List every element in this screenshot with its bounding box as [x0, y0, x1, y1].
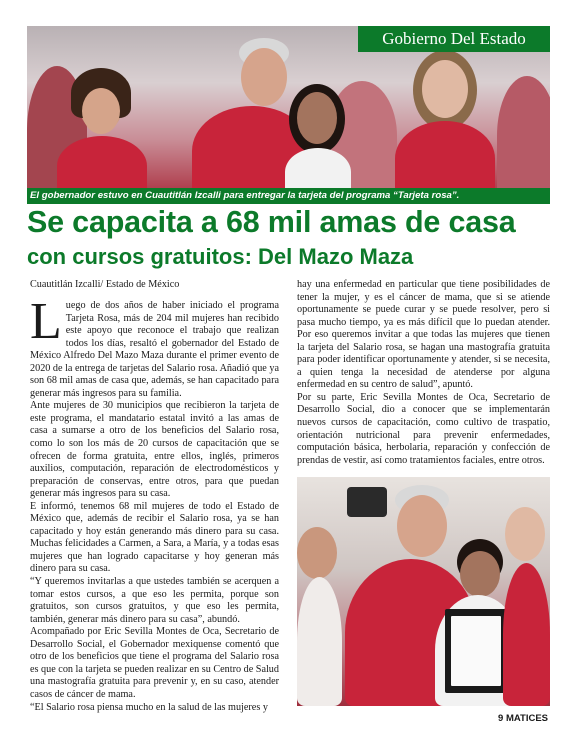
person-face	[82, 88, 120, 134]
article-paragraph: Ante mujeres de 30 municipios que recibieron la tarjeta de este programa, el mandatario estatal invitó a las amas de casa a sumarse a otro de los beneficios del Salario rosa, como lo son los más de 20 cursos de capacitación que se ofrecen de forma gratuita, entre ellos, inglés, primeros auxilios, computación, reparación de electrodomésticos y preparación de conservas, entre otros, para que puedan generar más ingresos para su casa.	[30, 400, 279, 500]
person-face	[297, 92, 337, 144]
bottom-photo	[297, 477, 550, 706]
headline-line-1: Se capacita a 68 mil amas de casa	[27, 205, 516, 239]
article-paragraph	[30, 293, 279, 400]
red-vest	[503, 563, 550, 706]
article-paragraph: “El Salario rosa piensa mucho en la salud de las mujeres y	[30, 701, 268, 713]
red-vest	[57, 136, 147, 188]
article-paragraph: “Y queremos invitarlas a que ustedes también se acerquen a tomar estos cursos, a que eso les permita, porque son gratuitos, son cursos gratuitos, y que eso les permita, también, generar más dinero para su casa”, abundó.	[30, 576, 279, 625]
person-face	[505, 507, 545, 561]
crowd-figure	[497, 76, 550, 188]
white-shirt	[285, 148, 351, 188]
person-face	[397, 495, 447, 557]
section-tag: Gobierno Del Estado	[358, 26, 550, 52]
red-vest	[395, 121, 495, 188]
top-photo	[27, 26, 550, 188]
article-paragraph: Por su parte, Eric Sevilla Montes de Oca, Secretario de Desarrollo Social, dio a conocer que se implementarán nuevos cursos de capacitación, como cultivo de traspatio, orientación nutricional para prevenir enfermedades, computación básica, herbolaria, reparación y confección de prendas de vestir, así como tratamientos faciales, entre otros.	[297, 391, 550, 466]
person-face	[297, 527, 337, 579]
page-footer: 9 MATICES	[498, 713, 548, 724]
article-paragraph: Acompañado por Eric Sevilla Montes de Oca, Secretario de Desarrollo Social, el Gobernador mexiquense comentó que otro de los beneficios que tiene el programa del Salario rosa es que con la tarjeta se pueden realizar en su Centro de Salud una mastografía gratuita para prevenir y, en su caso, atender casos de cáncer de mama.	[30, 626, 279, 700]
article-paragraph: hay una enfermedad en particular que tiene posibilidades de tener la mujer, y es el cáncer de mama, que si se atiende oportunamente se puede curar y se puede resolver, pero si pasa mucho tiempo, ya es más difícil que lo puedan atender. Por eso queremos invitar a que todas las mujeres que tienen la tarjeta del Salario rosa, se hagan una mastografía gratuita para poder identificar oportunamente y atender, si se necesita, a quien tenga la necesidad de atenderse por alguna enfermedad en su centro de salud”, apuntó.	[297, 279, 550, 391]
crowd-figure	[297, 577, 342, 706]
person-face	[460, 551, 500, 597]
article-paragraph: E informó, tenemos 68 mil mujeres de todo el Estado de México que, además de recibir el Salario rosa, ya se han capacitado y hoy están generando más dinero para su casa. Muchas felicidades a Carmen, a Sara, a María, y a todas esas mujeres que han logrado capacitarse y hoy generan más dinero para su casa.	[30, 500, 279, 575]
certificate-paper	[451, 616, 501, 686]
photo-caption: El gobernador estuvo en Cuautitlán Izcalli para entregar la tarjeta del programa “Tarjeta rosa”.	[27, 188, 550, 204]
headline-line-2: con cursos gratuitos: Del Mazo Maza	[27, 244, 414, 269]
person-face	[241, 48, 287, 106]
article-column-right	[297, 279, 550, 467]
person-face	[422, 60, 468, 118]
byline: Cuautitlán Izcalli/ Estado de México	[30, 279, 180, 290]
paragraph-text: uego de dos años de haber iniciado el programa Tarjeta Rosa, más de 204 mil mujeres han recibido este apoyo que reconoce el trabajo que realizan todos los días, resaltó el gobernador del Estado de México Alfredo Del Mazo Maza durante el primer evento de 2020 de la entrega de tarjetas del Salario rosa. Añadió que ya son 68 mil amas de casa que, además, se han capacitado para generar más ingresos para su familia.	[30, 300, 279, 399]
drop-cap: L	[30, 293, 62, 350]
article-column-left	[30, 293, 279, 714]
camera	[347, 487, 387, 517]
